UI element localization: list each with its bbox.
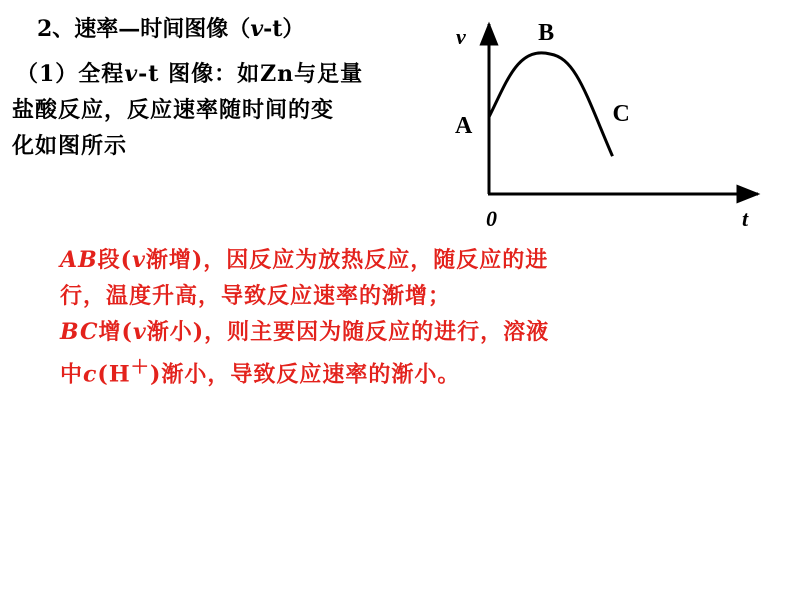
explanation-line4-c: c [83,361,98,388]
explanation-line4-a: 中 [60,361,84,388]
explanation-line-3 [60,314,740,350]
y-axis-label: v [456,24,466,49]
section-title [37,12,304,43]
vt-curve [489,53,613,156]
title-var-v: v [250,16,264,42]
vt-diagram [440,10,780,240]
intro-text [12,56,452,164]
point-label-b: B [538,20,555,46]
point-label-c: C [612,101,630,128]
origin-label: 0 [486,206,497,231]
intro-line1-t: -t [138,61,160,87]
intro-line-2: 盐酸反应，反应速率随时间的变 [12,97,335,123]
intro-line-3: 化如图所示 [12,133,128,159]
explanation-line1-a: 段( [97,247,133,273]
explanation-line3-v: v [132,319,147,345]
explanation-line-4 [60,350,740,392]
intro-line1-v: v [124,61,139,87]
explanation-line3-b: 渐小)，则主要因为随反应的进行，溶液 [146,319,550,345]
intro-line1-prefix: （1）全程 [16,61,125,87]
explanation-line3-a: 增( [98,319,133,345]
explanation-line1-v: v [132,247,146,273]
intro-line1-suffix: 图像：如Zn与足量 [159,61,364,87]
explanation-line-1 [60,242,740,278]
title-prefix: 2、速率—时间图像（ [37,16,251,42]
explanation-line4-b: (H [97,361,131,388]
explanation-line4-c2: )渐小，导致反应速率的渐小。 [149,361,461,388]
hydrogen-ion-charge: ＋ [130,357,150,378]
explanation-line1-b: 渐增)，因反应为放热反应，随反应的进 [145,247,549,273]
segment-bc-label: BC [60,319,99,345]
x-axis-label: t [742,206,749,231]
explanation-line-2: 行，温度升高，导致反应速率的渐增； [60,283,452,309]
title-dash-t: -t [263,16,283,42]
segment-ab-label: AB [60,247,98,273]
intro-line-1 [12,56,452,92]
explanation-text [60,242,740,392]
title-suffix: ） [282,16,305,42]
point-label-a: A [455,113,473,139]
